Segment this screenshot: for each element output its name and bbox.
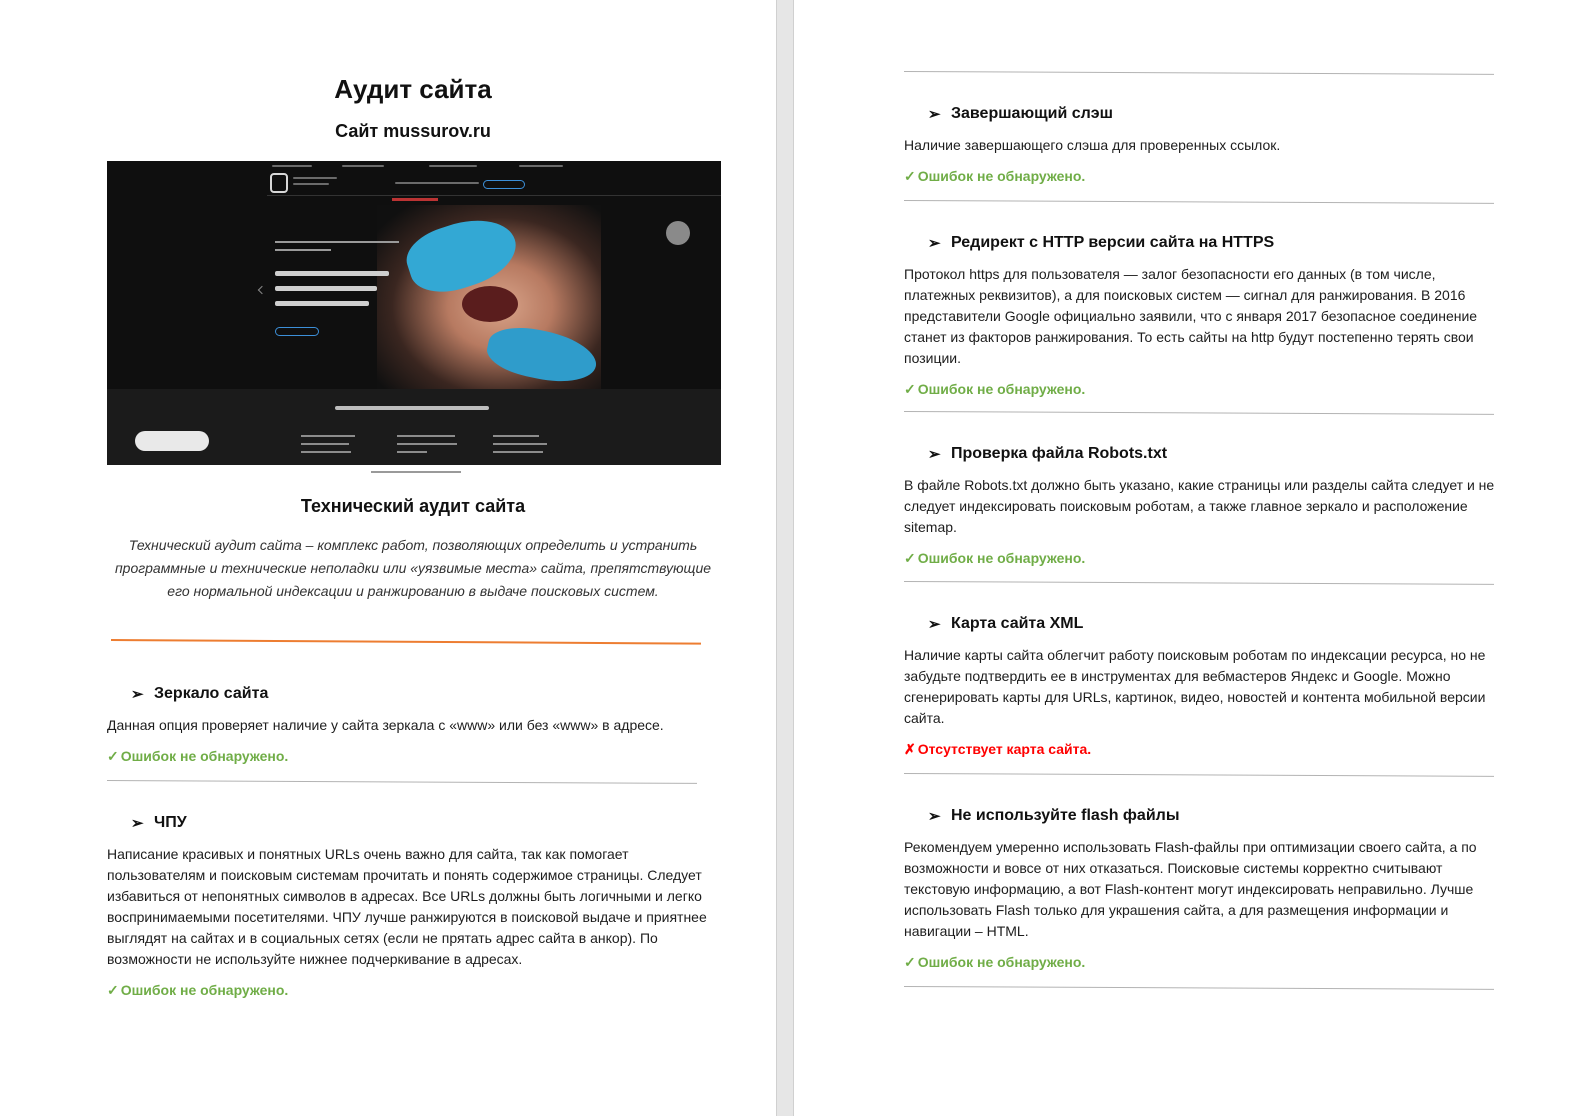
screenshot-hero-button	[275, 327, 319, 336]
section-flash	[904, 805, 1504, 972]
screenshot-headline-line	[275, 286, 377, 291]
screenshot-toggle	[135, 431, 209, 451]
section-title: Завершающий слэш	[951, 105, 1113, 122]
screenshot-offer-card	[389, 429, 461, 469]
check-mark-icon: ✓	[904, 168, 916, 184]
screenshot-headline-line	[275, 301, 369, 306]
screenshot-text-line	[272, 165, 312, 167]
screenshot-headline-line	[275, 271, 389, 276]
screenshot-text-line	[275, 249, 331, 251]
section-title: Зеркало сайта	[154, 685, 269, 702]
section-robots	[904, 443, 1516, 568]
section-status: Ошибок не обнаружено.	[917, 168, 1086, 184]
screenshot-cookie-bar	[107, 465, 721, 479]
screenshot-red-label	[392, 198, 438, 201]
section-mirror	[107, 683, 707, 766]
screenshot-photo-detail	[462, 286, 518, 322]
check-mark-icon: ✓	[904, 381, 916, 397]
check-mark-icon: ✓	[107, 982, 119, 998]
section-divider	[107, 780, 697, 784]
section-https-redirect	[904, 232, 1504, 399]
section-title: Проверка файла Robots.txt	[951, 445, 1168, 462]
check-mark-icon: ✓	[904, 550, 916, 566]
check-mark-icon: ✓	[904, 954, 916, 970]
arrowhead-bullet-icon: ➢	[131, 815, 144, 832]
cross-mark-icon: ✗	[904, 741, 916, 757]
section-status: Ошибок не обнаружено.	[917, 954, 1086, 970]
arrowhead-bullet-icon: ➢	[928, 808, 941, 825]
site-screenshot-image	[107, 161, 721, 479]
section-title: Редирект с HTTP версии сайта на HTTPS	[951, 234, 1275, 251]
screenshot-offer-card	[293, 429, 365, 469]
section-text: Данная опция проверяет наличие у сайта зеркала с «www» или без «www» в адресе.	[107, 717, 664, 733]
screenshot-logo-icon	[270, 173, 288, 193]
screenshot-arrow-icon	[258, 286, 266, 294]
section-trailing-slash	[904, 103, 1504, 186]
section-friendly-urls	[107, 812, 722, 1000]
section-text: Наличие завершающего слэша для проверенных ссылок.	[904, 137, 1281, 153]
arrowhead-bullet-icon: ➢	[928, 616, 941, 633]
screenshot-text-line	[519, 165, 563, 167]
screenshot-text-line	[429, 165, 477, 167]
screenshot-text-line	[293, 183, 329, 185]
page-subtitle: Сайт mussurov.ru	[335, 121, 491, 141]
section-text: Наличие карты сайта облегчит работу поисковым роботам по индексации ресурса, но не забудьте подтвердить ее в инструментах для вебмастеров Яндекс и Google. Можно сгенерировать карты для URLs, картинок, видео, новостей и контента мобильной версии сайта.	[904, 647, 1486, 726]
orange-divider	[111, 639, 701, 645]
screenshot-offers-heading	[335, 406, 489, 410]
section-status: Ошибок не обнаружено.	[120, 748, 289, 764]
arrowhead-bullet-icon: ➢	[928, 446, 941, 463]
section-text: В файле Robots.txt должно быть указано, какие страницы или разделы сайта следует и не следует индексировать поисковым роботам, а также главное зеркало и расположение sitemap.	[904, 477, 1495, 535]
arrowhead-bullet-icon: ➢	[928, 106, 941, 123]
section-text: Написание красивых и понятных URLs очень важно для сайта, так как помогает пользователям и поисковым системам прочитать и понять содержимое страницы. Следует избавиться от непонятных символов в адресах. Все URLs должны быть логичными и легко воспринимаемыми посетителями. ЧПУ лучше ранжируются в поисковой выдаче и приятнее выглядят на сайтах и в социальных сетях (если не прятать адрес сайта в анкор). По возможности не используйте нижнее подчеркивание в адресах.	[107, 846, 707, 967]
section-title: ЧПУ	[154, 814, 187, 831]
section-title: Карта сайта XML	[951, 615, 1084, 632]
section-status: Ошибок не обнаружено.	[120, 982, 289, 998]
tech-audit-heading: Технический аудит сайта	[300, 496, 526, 516]
arrowhead-bullet-icon: ➢	[928, 235, 941, 252]
screenshot-nav-line	[395, 182, 479, 184]
screenshot-text-line	[342, 165, 384, 167]
screenshot-text-line	[275, 241, 399, 243]
document-page-left	[0, 0, 776, 1116]
section-title: Не используйте flash файлы	[951, 807, 1180, 824]
screenshot-offer-card	[485, 429, 557, 469]
section-text: Рекомендуем умеренно использовать Flash-файлы при оптимизации своего сайта, а по возможности и вовсе от них отказаться. Поисковые системы корректно считывают текстовую информацию, а вот Flash-контент могут индексировать неправильно. Лучше использовать Flash только для украшения сайта, а для размещения информации и навигации – HTML.	[904, 839, 1477, 939]
check-mark-icon: ✓	[107, 748, 119, 764]
section-status: Ошибок не обнаружено.	[917, 550, 1086, 566]
section-status: Отсутствует карта сайта.	[917, 741, 1092, 757]
tech-audit-intro: Технический аудит сайта – комплекс работ, позволяющих определить и устранить программные и технические неполадки или «уязвимые места» сайта, препятствующие его нормальной индексации и ранжированию в выдаче поисковых систем.	[114, 537, 712, 599]
section-sitemap	[904, 613, 1504, 759]
section-status: Ошибок не обнаружено.	[917, 381, 1086, 397]
arrowhead-bullet-icon: ➢	[131, 686, 144, 703]
screenshot-circle-button	[666, 221, 690, 245]
screenshot-text-line	[293, 177, 337, 179]
section-text: Протокол https для пользователя — залог безопасности его данных (в том числе, платежных реквизитов), а для поисковых систем — сигнал для ранжирования. В 2016 представители Google официально заявили, что с января 2017 безопасное соединение станет из факторов ранжирования. То есть сайты на http будут постепенно терять свои позиции.	[904, 266, 1478, 366]
screenshot-cta-pill	[483, 180, 525, 189]
page-gutter	[776, 0, 794, 1116]
page-title: Аудит сайта	[334, 74, 492, 104]
